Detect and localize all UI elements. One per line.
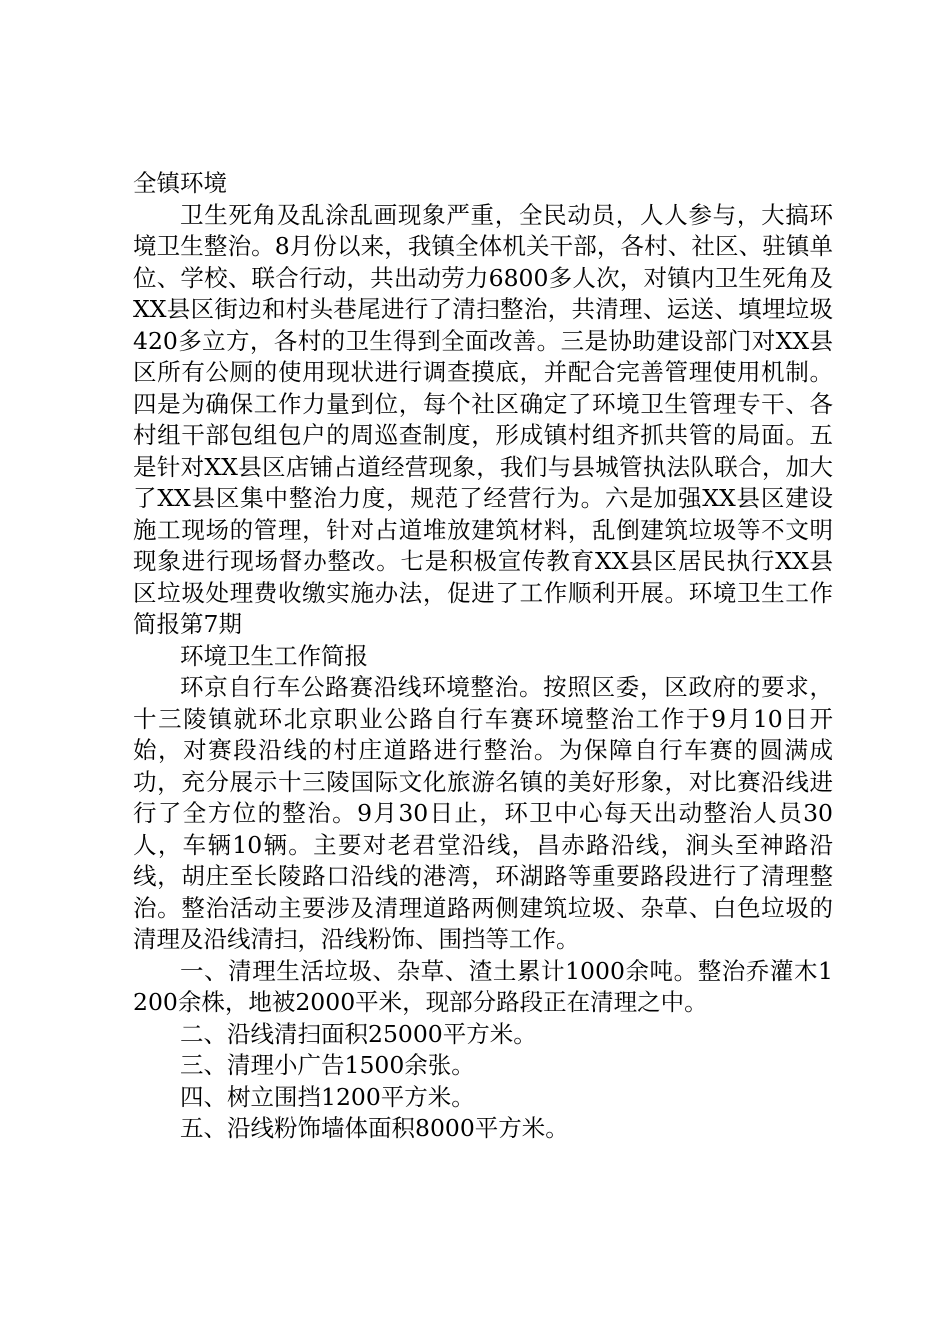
section-heading: 全镇环境 bbox=[133, 169, 227, 197]
list-item: 四、树立围挡1200平方米。 bbox=[180, 1082, 475, 1111]
list-item: 三、清理小广告1500余张。 bbox=[180, 1051, 475, 1079]
bulletin-title: 环境卫生工作简报 bbox=[180, 641, 368, 670]
document-body bbox=[133, 168, 833, 1145]
paragraph: 卫生死角及乱涂乱画现象严重，全民动员，人人参与，大搞环境卫生整治。8月份以来，我镇全体机关干部，各村、社区、驻镇单位、学校、联合行动，共出动劳力6800多人次，对镇内卫生死角及XX县区街边和村头巷尾进行了清扫整治，共清理、运送、填埋垃圾420多立方，各村的卫生得到全面改善。三是协助建设部门对XX县区所有公厕的使用现状进行调查摸底，并配合完善管理使用机制。四是为确保工作力量到位，每个社区确定了环境卫生管理专干、各村组干部包组包户的周巡查制度，形成镇村组齐抓共管的局面。五是针对XX县区店铺占道经营现象，我们与县城管执法队联合，加大了XX县区集中整治力度，规范了经营行为。六是加强XX县区建设施工现场的管理，针对占道堆放建筑材料，乱倒建筑垃圾等不文明现象进行现场督办整改。七是积极宣传教育XX县区居民执行XX县区垃圾处理费收缴实施办法，促进了工作顺利开展。环境卫生工作简报第7期 bbox=[133, 200, 833, 638]
list-item: 一、清理生活垃圾、杂草、渣土累计1000余吨。整治乔灌木1200余株，地被2000平米，现部分路段正在清理之中。 bbox=[133, 956, 833, 1016]
list-item: 五、沿线粉饰墙体面积8000平方米。 bbox=[180, 1114, 569, 1142]
list-item: 二、沿线清扫面积25000平方米。 bbox=[180, 1019, 537, 1048]
paragraph: 环京自行车公路赛沿线环境整治。按照区委，区政府的要求，十三陵镇就环北京职业公路自行车赛环境整治工作于9月10日开始，对赛段沿线的村庄道路进行整治。为保障自行车赛的圆满成功，充分展示十三陵国际文化旅游名镇的美好形象，对比赛沿线进行了全方位的整治。9月30日止，环卫中心每天出动整治人员30人，车辆10辆。主要对老君堂沿线，昌赤路沿线，涧头至神路沿线，胡庄至长陵路口沿线的港湾，环湖路等重要路段进行了清理整治。整治活动主要涉及清理道路两侧建筑垃圾、杂草、白色垃圾的清理及沿线清扫，沿线粉饰、围挡等工作。 bbox=[133, 673, 833, 953]
